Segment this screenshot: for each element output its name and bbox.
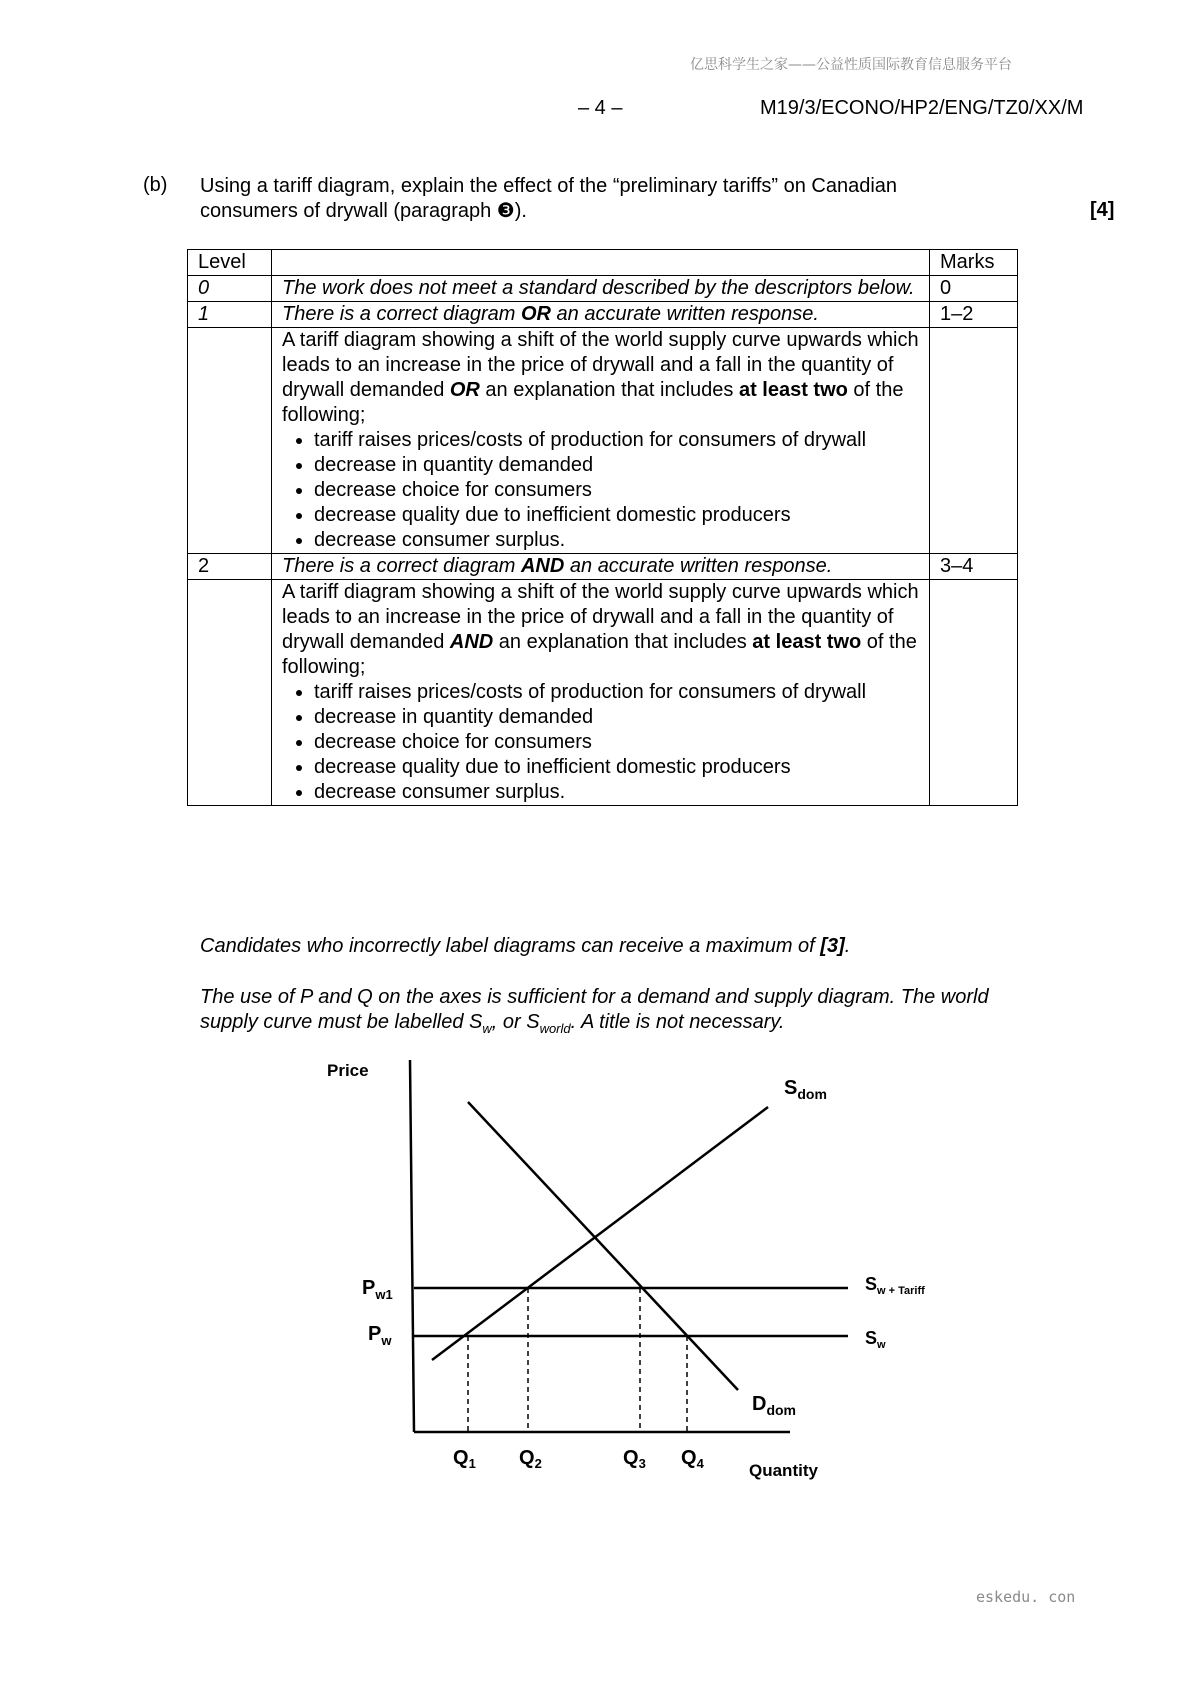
footer-site: eskedu. con <box>976 1588 1076 1606</box>
q2-label: $Q_2$ <box>519 1447 542 1471</box>
list-item: • decrease choice for consumers <box>314 478 919 503</box>
s-dom-label: Sdom <box>784 1077 827 1102</box>
header-marks: Marks <box>930 250 1018 276</box>
list-item: • decrease consumer surplus. <box>314 780 919 805</box>
q4-label: $Q_4$ <box>681 1447 704 1471</box>
watermark-text: 亿思科学生之家——公益性质国际教育信息服务平台 <box>690 57 1012 73</box>
list-item: • decrease quality due to inefficient domestic producers <box>314 755 919 780</box>
y-axis-label: Price <box>327 1061 369 1080</box>
y-axis <box>410 1060 414 1432</box>
x-axis-label: Quantity <box>749 1461 818 1480</box>
sw-label: $S_w$ <box>865 1328 886 1351</box>
level2-descriptor: There is a correct diagram AND an accurate written response. <box>272 554 930 580</box>
level1-detail-text: A tariff diagram showing a shift of the world supply curve upwards which leads to an increase in the price of drywall and a fall in the quantity of drywall demanded OR an explanation that includes at least two of the following; <box>282 329 919 426</box>
list-item: • decrease consumer surplus. <box>314 528 919 553</box>
level2-marks: 3–4 <box>930 554 1018 580</box>
note-max-marks: Candidates who incorrectly label diagrams can receive a maximum of [3]. <box>200 935 851 957</box>
level1-descriptor: There is a correct diagram OR an accurate written response. <box>272 302 930 328</box>
question-text-line1: Using a tariff diagram, explain the effect of the “preliminary tariffs” on Canadian <box>200 175 898 197</box>
list-item: • tariff raises prices/costs of production for consumers of drywall <box>314 680 919 705</box>
question-marks: [4] <box>1090 199 1115 221</box>
d-dom-label: Ddom <box>752 1393 797 1418</box>
pw-label: $P_w$ <box>368 1323 392 1348</box>
list-item: • tariff raises prices/costs of production for consumers of drywall <box>314 428 919 453</box>
level1-marks: 1–2 <box>930 302 1018 328</box>
list-item: • decrease in quantity demanded <box>314 453 919 478</box>
list-item: • decrease choice for consumers <box>314 730 919 755</box>
level0-number: 0 <box>188 276 272 302</box>
q3-label: $Q_3$ <box>623 1447 646 1471</box>
list-item: • decrease in quantity demanded <box>314 705 919 730</box>
d-dom-curve <box>468 1102 738 1390</box>
paper-code: M19/3/ECONO/HP2/ENG/TZ0/XX/M <box>760 97 1084 119</box>
level2-detail-text: A tariff diagram showing a shift of the world supply curve upwards which leads to an increase in the price of drywall and a fall in the quantity of drywall demanded AND an explanation that includes at least two of the following; <box>282 581 919 678</box>
note-axes-labels: The use of P and Q on the axes is sufficient for a demand and supply diagram. The world supply curve must be labelled $S_w$, or $S_{world}$. A title is not necessary. <box>200 986 989 1036</box>
sw-tariff-label: $S_{w + Tariff}$ <box>865 1274 925 1297</box>
page-number: – 4 – <box>578 97 623 119</box>
level2-number: 2 <box>188 554 272 580</box>
level0-marks: 0 <box>930 276 1018 302</box>
list-item: • decrease quality due to inefficient domestic producers <box>314 503 919 528</box>
level0-descriptor: The work does not meet a standard described by the descriptors below. <box>272 276 930 302</box>
pw1-label: $P_{w1}$ <box>362 1277 393 1302</box>
question-label: (b) <box>143 174 168 196</box>
q1-label: $Q_1$ <box>453 1447 476 1471</box>
s-dom-curve <box>432 1107 768 1360</box>
question-text-line2: consumers of drywall (paragraph ❸). <box>200 200 527 222</box>
header-level: Level <box>188 250 272 276</box>
level1-number: 1 <box>188 302 272 328</box>
